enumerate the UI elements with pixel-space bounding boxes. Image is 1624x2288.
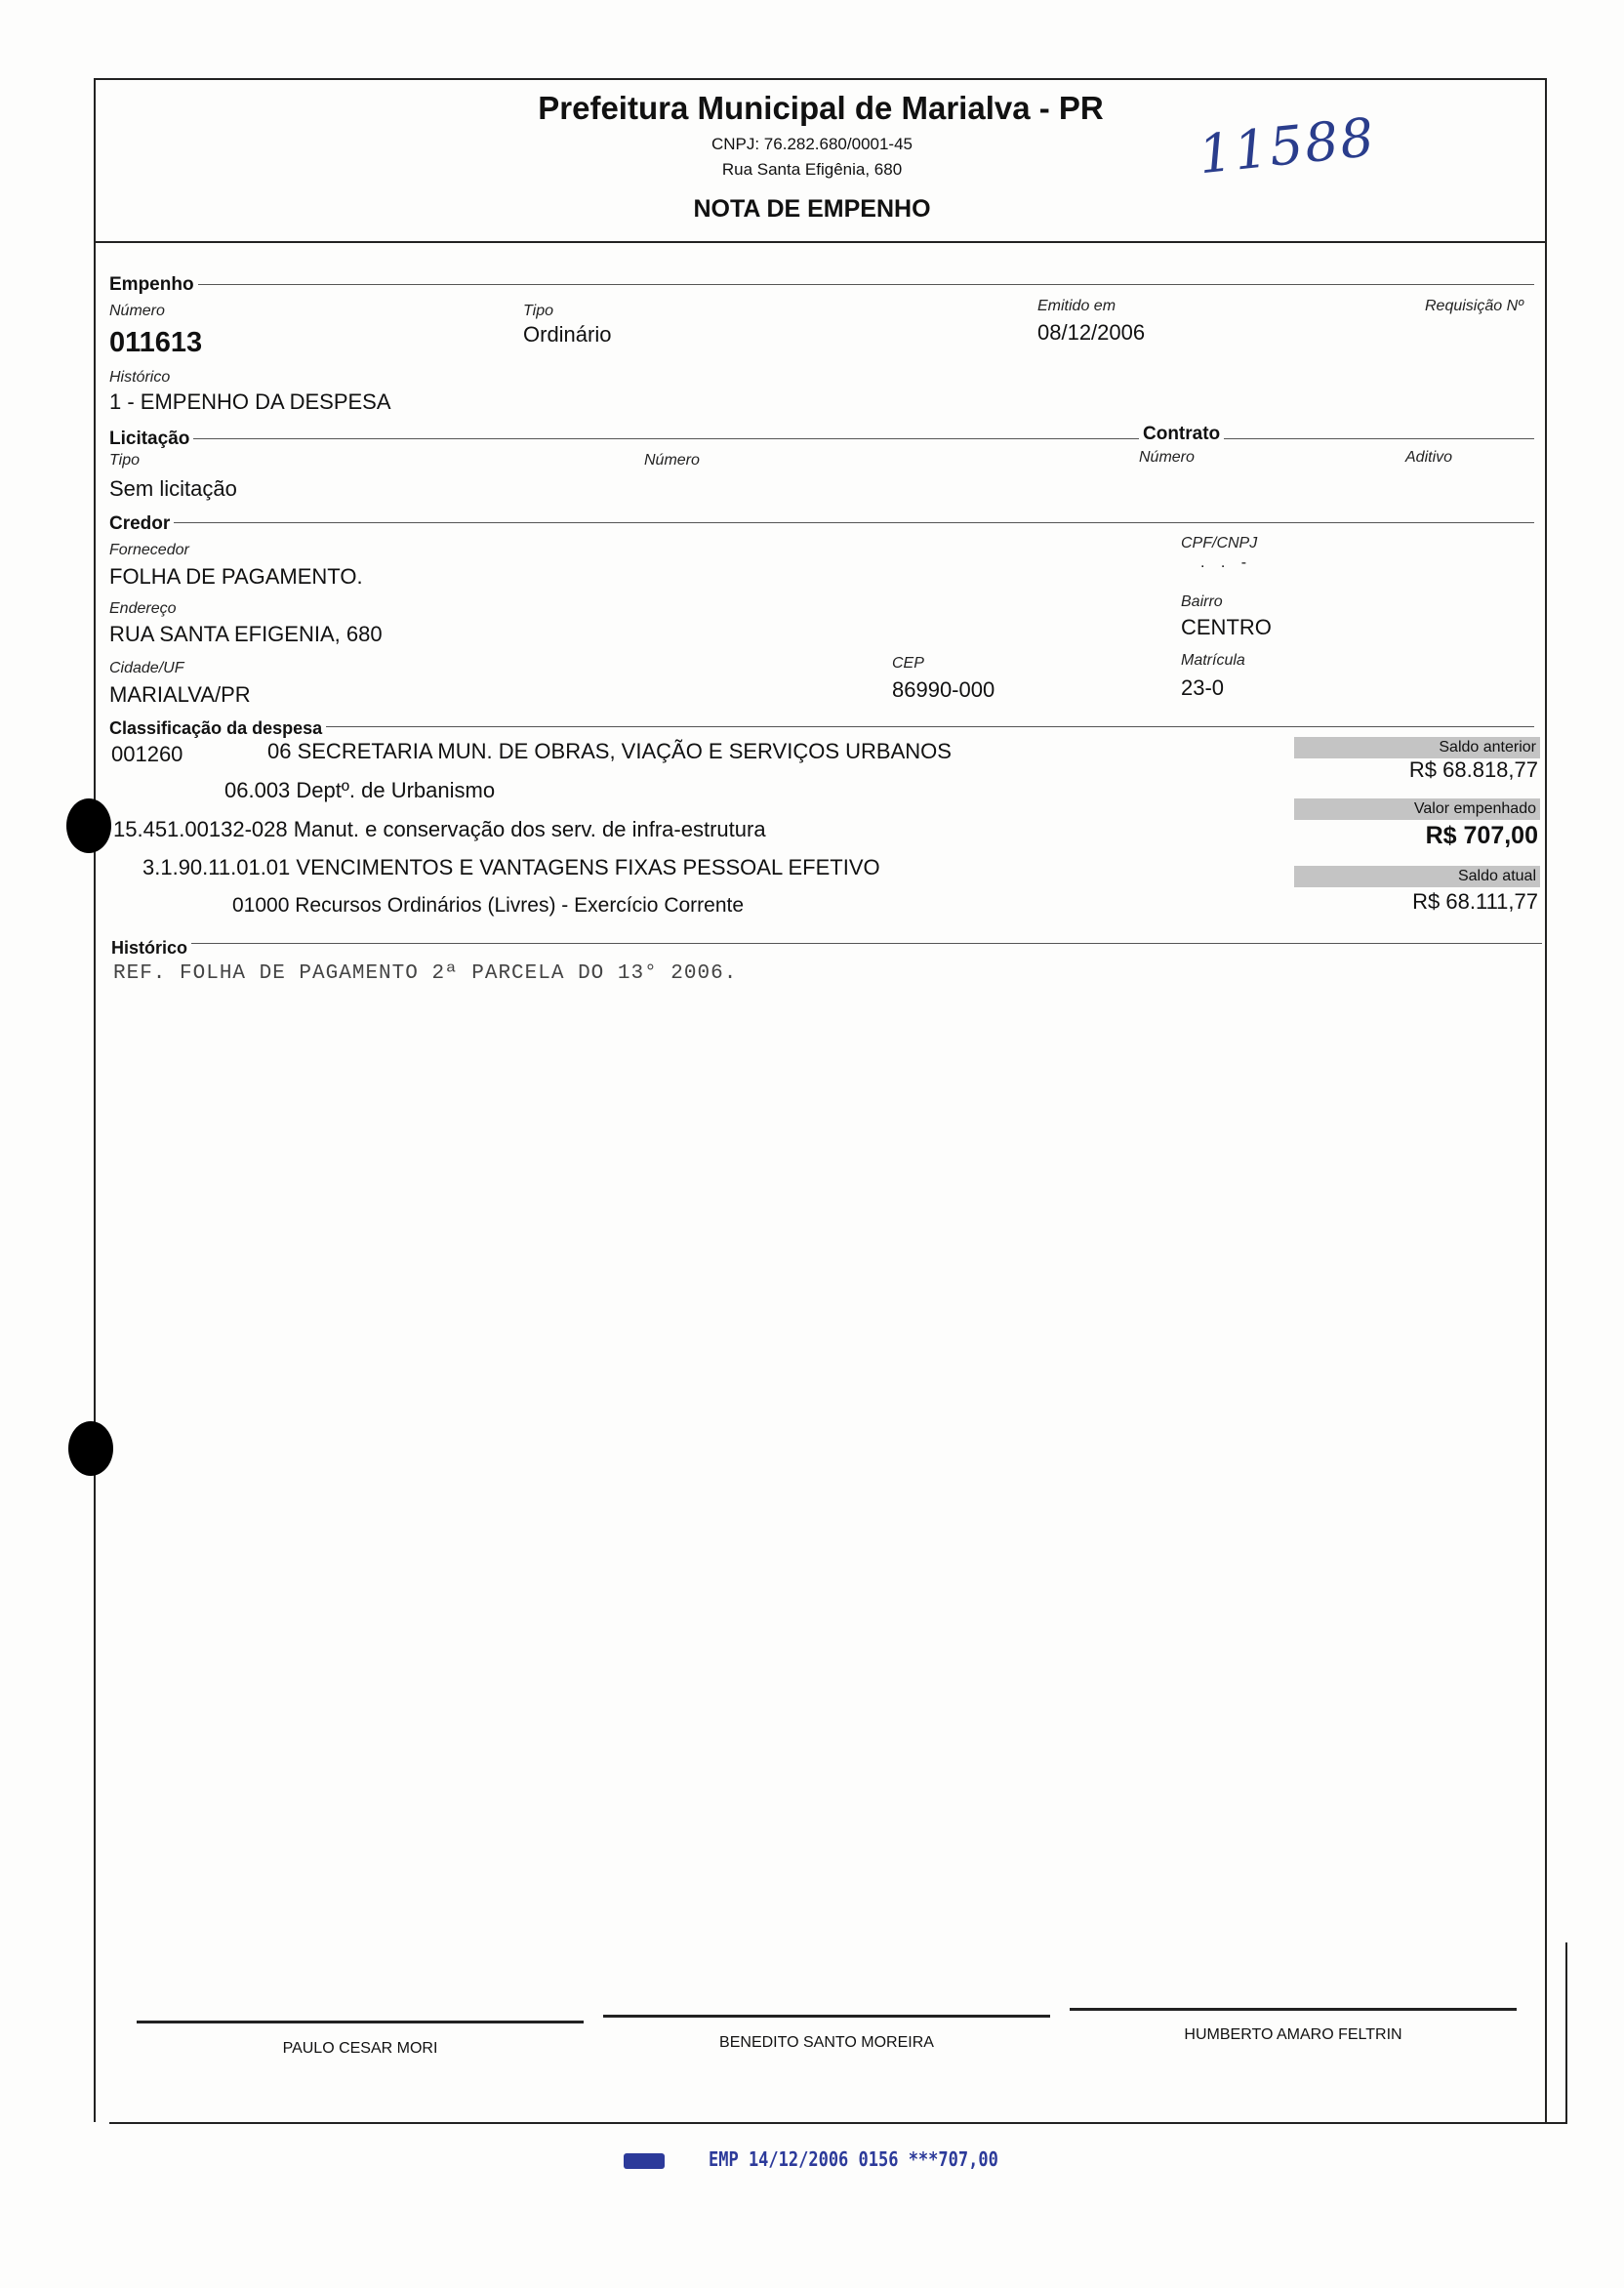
cpf-value: . . - — [1200, 554, 1253, 571]
credor-rule — [109, 522, 1534, 523]
classificacao-departamento: 06.003 Deptº. de Urbanismo — [224, 778, 496, 802]
classificacao-code: 001260 — [111, 742, 183, 766]
bairro-label: Bairro — [1181, 593, 1223, 610]
handwritten-number: 11588 — [1196, 105, 1379, 186]
valor-empenhado-label: Valor empenhado — [1413, 800, 1536, 817]
classificacao-projeto: 15.451.00132-028 Manut. e conservação dos serv. de infra-estrutura — [113, 817, 766, 841]
saldo-atual-bar — [1294, 866, 1540, 887]
valor-empenhado-value: R$ 707,00 — [1425, 822, 1538, 849]
historico-rule — [111, 943, 1542, 944]
punch-hole-bottom — [68, 1421, 113, 1476]
address-text: Rua Santa Efigênia, 680 — [721, 160, 903, 179]
frame-left — [94, 78, 96, 2122]
cnpj-text: CNPJ: 76.282.680/0001-45 — [710, 135, 914, 153]
fornecedor-label: Fornecedor — [109, 542, 189, 558]
saldo-anterior-bar — [1294, 737, 1540, 758]
frame-right-lower — [1565, 1942, 1567, 2124]
signature-name-2: BENEDITO SANTO MOREIRA — [719, 2034, 934, 2051]
stamp-text: EMP 14/12/2006 0156 ***707,00 — [709, 2147, 998, 2171]
contrato-aditivo-label: Aditivo — [1405, 449, 1453, 466]
cep-value: 86990-000 — [892, 677, 995, 702]
cidade-label: Cidade/UF — [109, 660, 184, 676]
empenho-rule — [109, 284, 1534, 285]
signature-name-3: HUMBERTO AMARO FELTRIN — [1184, 2026, 1402, 2043]
requisicao-label: Requisição Nº — [1425, 298, 1523, 314]
signature-line-3 — [1070, 2008, 1517, 2011]
classificacao-elemento: 3.1.90.11.01.01 VENCIMENTOS E VANTAGENS FIXAS PESSOAL EFETIVO — [142, 855, 880, 879]
empenho-numero: 011613 — [109, 327, 203, 358]
signature-line-2 — [603, 2015, 1050, 2018]
credor-section-title: Credor — [109, 513, 174, 535]
cidade-value: MARIALVA/PR — [109, 682, 251, 707]
empenho-tipo: Ordinário — [523, 322, 612, 347]
historico-label: Histórico — [109, 369, 171, 386]
fornecedor-value: FOLHA DE PAGAMENTO. — [109, 564, 363, 589]
contrato-section-title: Contrato — [1139, 424, 1224, 445]
endereco-label: Endereço — [109, 600, 177, 617]
emitido-date: 08/12/2006 — [1037, 320, 1146, 345]
punch-hole-top — [66, 798, 111, 853]
contrato-numero-label: Número — [1139, 449, 1195, 466]
historico-value: 1 - EMPENHO DA DESPESA — [109, 389, 391, 414]
licitacao-numero-label: Número — [644, 452, 700, 469]
emitido-label: Emitido em — [1037, 298, 1116, 314]
saldo-atual-value: R$ 68.111,77 — [1412, 889, 1538, 914]
empenho-section-title: Empenho — [109, 274, 198, 296]
frame-bottom — [109, 2122, 1567, 2124]
header-divider — [94, 241, 1546, 243]
licitacao-rule — [109, 438, 1534, 439]
valor-empenhado-bar — [1294, 798, 1540, 820]
document-title: NOTA DE EMPENHO — [693, 195, 931, 223]
saldo-atual-label: Saldo atual — [1457, 868, 1536, 884]
historico-text: REF. FOLHA DE PAGAMENTO 2ª PARCELA DO 13° 2006. — [113, 962, 738, 985]
classificacao-section-title: Classificação da despesa — [109, 718, 326, 739]
page-title: Prefeitura Municipal de Marialva - PR — [538, 90, 1104, 126]
matricula-label: Matrícula — [1181, 652, 1245, 669]
empenho-tipo-label: Tipo — [523, 303, 553, 319]
stamp-logo-icon — [624, 2153, 665, 2169]
frame-right — [1545, 78, 1547, 2122]
cep-label: CEP — [892, 655, 924, 672]
signature-line-1 — [137, 2021, 584, 2023]
frame-top — [94, 78, 1546, 80]
saldo-anterior-value: R$ 68.818,77 — [1408, 757, 1538, 782]
empenho-numero-label: Número — [109, 303, 165, 319]
endereco-value: RUA SANTA EFIGENIA, 680 — [109, 622, 383, 646]
classificacao-recurso: 01000 Recursos Ordinários (Livres) - Exercício Corrente — [232, 894, 745, 917]
matricula-value: 23-0 — [1181, 675, 1225, 700]
licitacao-section-title: Licitação — [109, 429, 193, 450]
licitacao-tipo: Sem licitação — [109, 476, 237, 501]
signature-name-1: PAULO CESAR MORI — [282, 2040, 438, 2057]
bairro-value: CENTRO — [1181, 615, 1272, 639]
saldo-anterior-label: Saldo anterior — [1439, 739, 1536, 756]
cpf-label: CPF/CNPJ — [1181, 535, 1258, 552]
historico-section-title: Histórico — [111, 938, 191, 959]
licitacao-tipo-label: Tipo — [109, 452, 140, 469]
classificacao-secretaria: 06 SECRETARIA MUN. DE OBRAS, VIAÇÃO E SERVIÇOS URBANOS — [267, 739, 952, 763]
